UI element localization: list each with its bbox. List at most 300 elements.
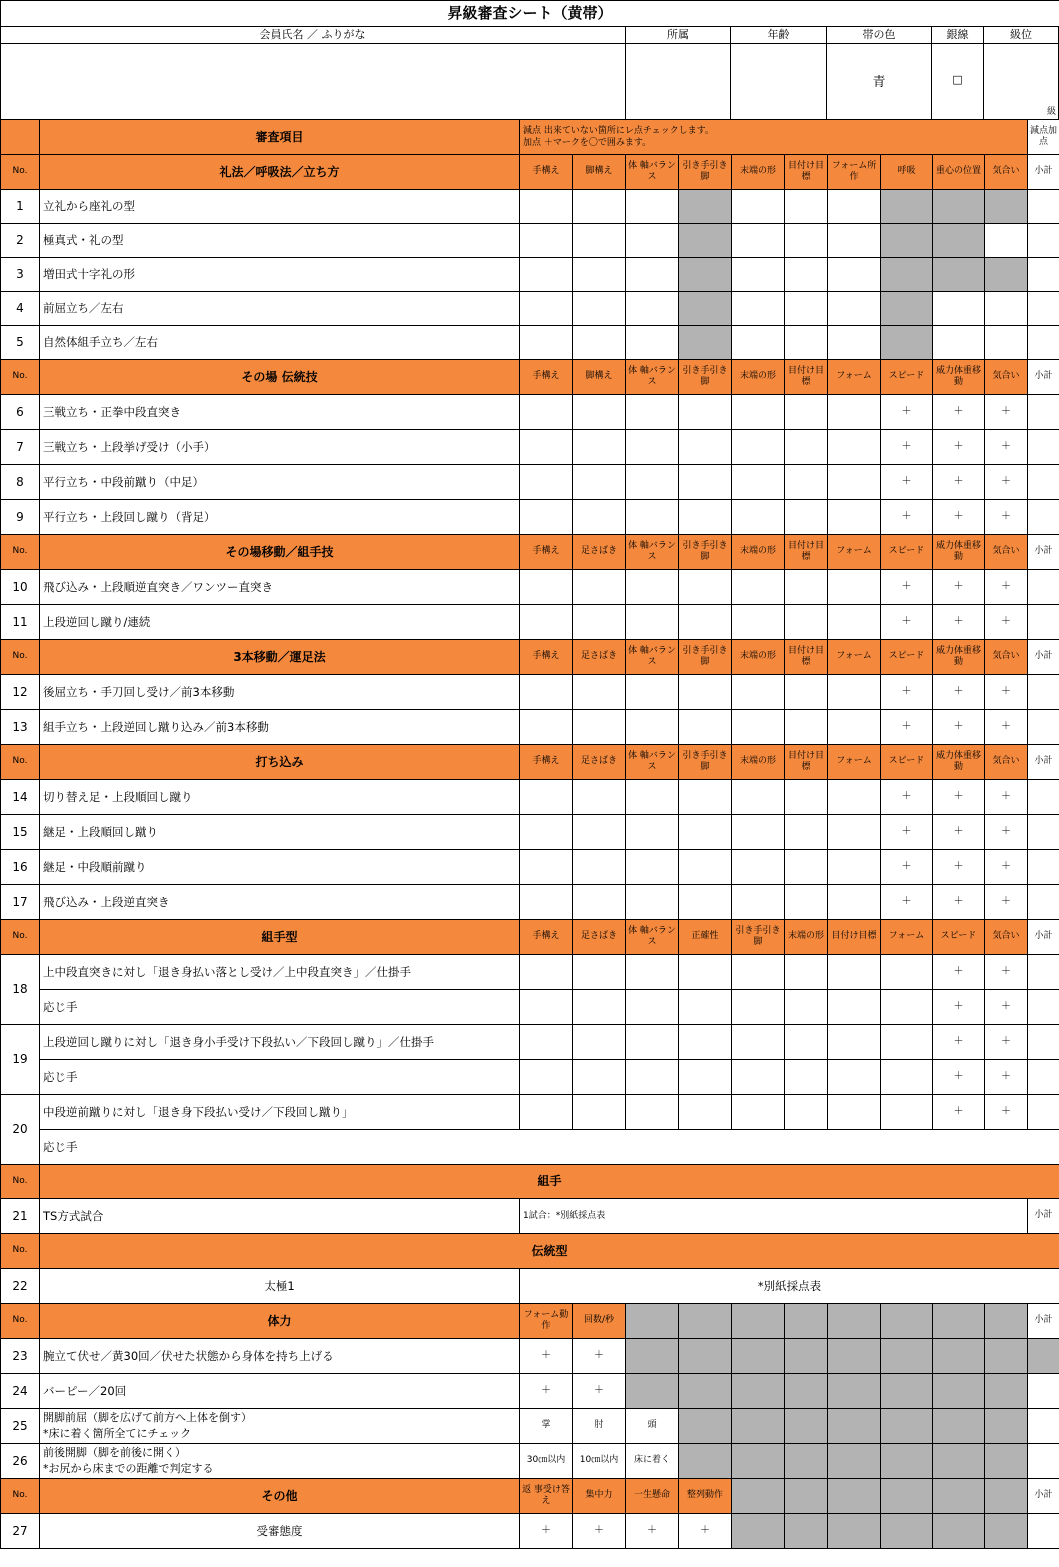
- table-row: [1, 1025, 1059, 1060]
- check-cell[interactable]: [573, 430, 626, 465]
- col-header: 目付け目標: [828, 920, 881, 955]
- check-cell[interactable]: [785, 605, 828, 640]
- subtotal-cell[interactable]: [1028, 1060, 1059, 1095]
- section-header: [1, 1479, 1059, 1514]
- check-option[interactable]: 10㎝以内: [573, 1444, 626, 1479]
- check-cell[interactable]: [828, 990, 881, 1025]
- table-row: [1, 1514, 1059, 1549]
- check-cell[interactable]: [626, 224, 679, 258]
- check-cell[interactable]: [881, 1025, 933, 1060]
- check-option[interactable]: 30㎝以内: [520, 1444, 573, 1479]
- check-cell[interactable]: [785, 395, 828, 430]
- plus-mark[interactable]: ＋: [985, 1025, 1028, 1060]
- check-cell[interactable]: [785, 990, 828, 1025]
- check-cell[interactable]: [732, 1095, 785, 1130]
- table-row: [1, 990, 1059, 1025]
- check-cell[interactable]: [785, 430, 828, 465]
- plus-mark[interactable]: ＋: [933, 465, 985, 500]
- check-cell[interactable]: [626, 675, 679, 710]
- check-cell[interactable]: [626, 326, 679, 360]
- check-cell[interactable]: [520, 675, 573, 710]
- check-cell[interactable]: [828, 675, 881, 710]
- row-label: TS方式試合: [40, 1199, 520, 1234]
- check-cell[interactable]: [520, 850, 573, 885]
- row-label: 増田式十字礼の形: [40, 258, 520, 292]
- col-header: 返 事受け答え: [520, 1479, 573, 1514]
- plus-mark[interactable]: ＋: [933, 710, 985, 745]
- plus-mark[interactable]: ＋: [933, 605, 985, 640]
- col-header: 威力体重移動: [933, 745, 985, 780]
- plus-mark[interactable]: ＋: [881, 395, 933, 430]
- table-row: [1, 1409, 1059, 1444]
- check-cell[interactable]: [828, 465, 881, 500]
- check-cell[interactable]: [626, 465, 679, 500]
- check-cell[interactable]: [732, 1060, 785, 1095]
- check-cell[interactable]: [573, 1095, 626, 1130]
- check-cell[interactable]: [573, 780, 626, 815]
- check-cell[interactable]: [785, 258, 828, 292]
- plus-mark[interactable]: ＋: [933, 1060, 985, 1095]
- table-row: [1, 885, 1059, 920]
- check-cell[interactable]: [828, 850, 881, 885]
- subtotal-cell[interactable]: [1028, 1374, 1059, 1409]
- check-cell[interactable]: [520, 292, 573, 326]
- check-cell[interactable]: [626, 710, 679, 745]
- plus-mark[interactable]: ＋: [881, 815, 933, 850]
- col-header: 気合い: [985, 535, 1028, 570]
- check-cell[interactable]: [520, 885, 573, 920]
- check-cell[interactable]: [881, 955, 933, 990]
- plus-mark[interactable]: ＋: [985, 675, 1028, 710]
- check-cell[interactable]: [520, 1025, 573, 1060]
- plus-mark[interactable]: ＋: [881, 780, 933, 815]
- check-cell[interactable]: [520, 990, 573, 1025]
- plus-mark[interactable]: ＋: [985, 500, 1028, 535]
- disabled-cell: [881, 1479, 933, 1514]
- check-cell[interactable]: [573, 500, 626, 535]
- disabled-cell: [933, 1479, 985, 1514]
- plus-mark[interactable]: ＋: [985, 780, 1028, 815]
- check-cell[interactable]: [626, 850, 679, 885]
- plus-mark[interactable]: ＋: [573, 1374, 626, 1409]
- subtotal-cell[interactable]: [1028, 850, 1059, 885]
- check-cell[interactable]: [732, 780, 785, 815]
- check-cell[interactable]: [828, 1060, 881, 1095]
- grade-label: 級位: [1010, 28, 1032, 41]
- affiliation-field[interactable]: [626, 44, 730, 119]
- check-cell[interactable]: [828, 326, 881, 360]
- col-header: 体 軸バランス: [626, 535, 679, 570]
- check-cell[interactable]: [828, 815, 881, 850]
- check-cell[interactable]: [679, 1060, 732, 1095]
- check-cell[interactable]: [732, 710, 785, 745]
- check-cell[interactable]: [785, 675, 828, 710]
- subtotal-cell[interactable]: [1028, 1444, 1059, 1479]
- check-cell[interactable]: [626, 990, 679, 1025]
- plus-mark[interactable]: ＋: [985, 815, 1028, 850]
- check-cell[interactable]: [785, 224, 828, 258]
- check-cell[interactable]: [828, 258, 881, 292]
- check-cell[interactable]: [679, 710, 732, 745]
- check-cell[interactable]: [520, 465, 573, 500]
- plus-mark[interactable]: ＋: [933, 815, 985, 850]
- row-no: 15: [1, 815, 40, 850]
- plus-mark[interactable]: ＋: [573, 1514, 626, 1549]
- check-cell[interactable]: [985, 326, 1028, 360]
- check-cell[interactable]: [573, 955, 626, 990]
- check-cell[interactable]: [679, 1095, 732, 1130]
- check-cell[interactable]: [679, 990, 732, 1025]
- check-cell[interactable]: [732, 258, 785, 292]
- check-cell[interactable]: [573, 710, 626, 745]
- check-cell[interactable]: [785, 1095, 828, 1130]
- check-cell[interactable]: [626, 292, 679, 326]
- check-cell[interactable]: [732, 224, 785, 258]
- col-header: 威力体重移動: [933, 535, 985, 570]
- check-cell[interactable]: [828, 190, 881, 224]
- check-cell[interactable]: [520, 224, 573, 258]
- disabled-cell: [985, 1409, 1028, 1444]
- check-cell[interactable]: [732, 292, 785, 326]
- plus-mark[interactable]: ＋: [933, 675, 985, 710]
- plus-mark[interactable]: ＋: [985, 1095, 1028, 1130]
- plus-mark[interactable]: ＋: [985, 1060, 1028, 1095]
- check-cell[interactable]: [573, 990, 626, 1025]
- check-cell[interactable]: [679, 815, 732, 850]
- check-cell[interactable]: [626, 395, 679, 430]
- table-row: [1, 1269, 1059, 1304]
- check-cell[interactable]: [828, 430, 881, 465]
- check-cell[interactable]: [520, 780, 573, 815]
- plus-mark[interactable]: ＋: [933, 885, 985, 920]
- subtotal-cell[interactable]: [1028, 1514, 1059, 1549]
- check-cell[interactable]: [732, 990, 785, 1025]
- check-cell[interactable]: [732, 430, 785, 465]
- check-cell[interactable]: [626, 500, 679, 535]
- plus-mark[interactable]: ＋: [933, 850, 985, 885]
- plus-mark[interactable]: ＋: [626, 1514, 679, 1549]
- check-cell[interactable]: [785, 815, 828, 850]
- check-cell[interactable]: [732, 395, 785, 430]
- check-cell[interactable]: [626, 605, 679, 640]
- check-cell[interactable]: [520, 815, 573, 850]
- check-cell[interactable]: [573, 605, 626, 640]
- check-cell[interactable]: [520, 326, 573, 360]
- check-cell[interactable]: [626, 885, 679, 920]
- subtotal-cell[interactable]: [1028, 1409, 1059, 1444]
- check-cell[interactable]: [573, 885, 626, 920]
- check-cell[interactable]: [679, 885, 732, 920]
- age-field[interactable]: [731, 44, 826, 119]
- check-cell[interactable]: [520, 570, 573, 605]
- check-cell[interactable]: [785, 570, 828, 605]
- plus-mark[interactable]: ＋: [985, 850, 1028, 885]
- check-cell[interactable]: [679, 500, 732, 535]
- plus-mark[interactable]: ＋: [933, 430, 985, 465]
- check-cell[interactable]: [626, 430, 679, 465]
- check-cell[interactable]: [573, 224, 626, 258]
- check-cell[interactable]: [573, 292, 626, 326]
- row-label-line1: 前後開脚（脚を前後に開く）: [43, 1446, 186, 1460]
- check-cell[interactable]: [881, 990, 933, 1025]
- table-row: [1, 1339, 1059, 1374]
- plus-mark[interactable]: ＋: [985, 570, 1028, 605]
- check-cell[interactable]: [626, 955, 679, 990]
- check-cell[interactable]: [785, 326, 828, 360]
- check-cell[interactable]: [785, 885, 828, 920]
- table-row: [1, 850, 1059, 885]
- check-cell[interactable]: [828, 500, 881, 535]
- subtotal-cell[interactable]: [1028, 710, 1059, 745]
- check-cell[interactable]: [785, 955, 828, 990]
- plus-mark[interactable]: ＋: [881, 465, 933, 500]
- plus-mark[interactable]: ＋: [933, 500, 985, 535]
- check-cell[interactable]: [520, 190, 573, 224]
- check-cell[interactable]: [679, 395, 732, 430]
- check-cell[interactable]: [985, 224, 1028, 258]
- row-no: 22: [1, 1269, 40, 1304]
- check-cell[interactable]: [732, 500, 785, 535]
- check-cell[interactable]: [573, 815, 626, 850]
- check-cell[interactable]: [679, 780, 732, 815]
- disabled-cell: [828, 1339, 881, 1374]
- check-cell[interactable]: [520, 430, 573, 465]
- check-cell[interactable]: [679, 1025, 732, 1060]
- check-cell[interactable]: [785, 850, 828, 885]
- check-cell[interactable]: [785, 292, 828, 326]
- plus-mark[interactable]: ＋: [985, 955, 1028, 990]
- check-cell[interactable]: [985, 292, 1028, 326]
- check-cell[interactable]: [573, 1060, 626, 1095]
- check-cell[interactable]: [573, 570, 626, 605]
- row-no: 17: [1, 885, 40, 920]
- section-title: 打ち込み: [40, 745, 520, 780]
- plus-mark[interactable]: ＋: [933, 1025, 985, 1060]
- plus-mark[interactable]: ＋: [933, 570, 985, 605]
- check-cell[interactable]: [626, 570, 679, 605]
- check-cell[interactable]: [679, 675, 732, 710]
- subtotal-cell[interactable]: [1028, 780, 1059, 815]
- row-sublabel: 応じ手: [40, 1060, 520, 1095]
- check-cell[interactable]: [785, 780, 828, 815]
- check-cell[interactable]: [520, 955, 573, 990]
- check-cell[interactable]: [828, 395, 881, 430]
- col-header: 引き手引き脚: [679, 745, 732, 780]
- check-cell[interactable]: [573, 850, 626, 885]
- subtotal-cell[interactable]: [1028, 190, 1059, 224]
- check-cell[interactable]: [785, 190, 828, 224]
- subtotal-cell[interactable]: [1028, 395, 1059, 430]
- check-cell[interactable]: [626, 1095, 679, 1130]
- check-cell[interactable]: [933, 326, 985, 360]
- check-cell[interactable]: [785, 500, 828, 535]
- subtotal-cell[interactable]: [1028, 815, 1059, 850]
- col-header: 手構え: [520, 535, 573, 570]
- check-cell[interactable]: [785, 1025, 828, 1060]
- plus-mark[interactable]: ＋: [881, 430, 933, 465]
- subtotal-cell[interactable]: [1028, 465, 1059, 500]
- check-option[interactable]: 床に着く: [626, 1444, 679, 1479]
- check-cell[interactable]: [520, 500, 573, 535]
- check-cell[interactable]: [785, 1060, 828, 1095]
- plus-mark[interactable]: ＋: [985, 710, 1028, 745]
- plus-mark[interactable]: ＋: [573, 1339, 626, 1374]
- check-cell[interactable]: [626, 815, 679, 850]
- col-header: 気合い: [985, 745, 1028, 780]
- check-cell[interactable]: [732, 815, 785, 850]
- check-cell[interactable]: [828, 780, 881, 815]
- check-cell[interactable]: [732, 190, 785, 224]
- check-cell[interactable]: [520, 605, 573, 640]
- subtotal-cell[interactable]: [1028, 326, 1059, 360]
- no-header: No.: [1, 640, 40, 675]
- plus-mark[interactable]: ＋: [881, 850, 933, 885]
- plus-mark[interactable]: ＋: [520, 1374, 573, 1409]
- check-cell[interactable]: [520, 395, 573, 430]
- check-cell[interactable]: [520, 710, 573, 745]
- subtotal-cell[interactable]: [1028, 955, 1059, 990]
- check-cell[interactable]: [828, 710, 881, 745]
- check-cell[interactable]: [828, 570, 881, 605]
- check-cell[interactable]: [828, 1025, 881, 1060]
- section-header: [1, 640, 1059, 675]
- check-cell[interactable]: [626, 190, 679, 224]
- check-cell[interactable]: [732, 885, 785, 920]
- check-cell[interactable]: [828, 605, 881, 640]
- check-cell[interactable]: [732, 1025, 785, 1060]
- subtotal-cell[interactable]: [1028, 885, 1059, 920]
- check-cell[interactable]: [828, 224, 881, 258]
- section-header: [1, 920, 1059, 955]
- plus-mark[interactable]: ＋: [933, 780, 985, 815]
- check-cell[interactable]: [785, 710, 828, 745]
- row-no: 7: [1, 430, 40, 465]
- col-header: 体 軸バランス: [626, 640, 679, 675]
- member-name-field[interactable]: [0, 44, 625, 119]
- legend-note: [520, 120, 1028, 155]
- check-cell[interactable]: [785, 465, 828, 500]
- plus-mark[interactable]: ＋: [881, 500, 933, 535]
- plus-mark[interactable]: ＋: [881, 605, 933, 640]
- subtotal-cell[interactable]: [1028, 605, 1059, 640]
- disabled-cell: [732, 1514, 785, 1549]
- plus-mark[interactable]: ＋: [985, 605, 1028, 640]
- table-row: [1, 815, 1059, 850]
- col-header: 引き手引き脚: [679, 535, 732, 570]
- check-cell[interactable]: [679, 850, 732, 885]
- plus-mark[interactable]: ＋: [985, 465, 1028, 500]
- subtotal-cell[interactable]: [1028, 570, 1059, 605]
- check-option[interactable]: 掌: [520, 1409, 573, 1444]
- check-cell[interactable]: [828, 1095, 881, 1130]
- plus-mark[interactable]: ＋: [985, 395, 1028, 430]
- check-cell[interactable]: [573, 190, 626, 224]
- check-cell[interactable]: [679, 605, 732, 640]
- check-cell[interactable]: [573, 326, 626, 360]
- check-cell[interactable]: [573, 1025, 626, 1060]
- col-header: 手構え: [520, 640, 573, 675]
- check-cell[interactable]: [732, 955, 785, 990]
- plus-mark[interactable]: ＋: [679, 1514, 732, 1549]
- check-cell[interactable]: [520, 1060, 573, 1095]
- plus-mark[interactable]: ＋: [933, 1095, 985, 1130]
- check-cell[interactable]: [679, 465, 732, 500]
- plus-mark[interactable]: ＋: [985, 430, 1028, 465]
- check-cell[interactable]: [626, 1060, 679, 1095]
- check-cell[interactable]: [881, 1060, 933, 1095]
- check-cell[interactable]: [573, 258, 626, 292]
- check-option[interactable]: 肘: [573, 1409, 626, 1444]
- subtotal-cell[interactable]: [1028, 430, 1059, 465]
- check-cell[interactable]: [732, 465, 785, 500]
- plus-mark[interactable]: ＋: [933, 990, 985, 1025]
- disabled-cell: [933, 1339, 985, 1374]
- plus-mark[interactable]: ＋: [881, 675, 933, 710]
- plus-mark[interactable]: ＋: [881, 710, 933, 745]
- plus-mark[interactable]: ＋: [985, 885, 1028, 920]
- plus-mark[interactable]: ＋: [881, 570, 933, 605]
- check-cell[interactable]: [732, 326, 785, 360]
- check-cell[interactable]: [881, 1095, 933, 1130]
- subtotal-header: 小計: [1028, 1479, 1059, 1514]
- check-cell[interactable]: [732, 605, 785, 640]
- check-cell[interactable]: [828, 955, 881, 990]
- check-cell[interactable]: [573, 675, 626, 710]
- plus-mark[interactable]: ＋: [881, 885, 933, 920]
- check-cell[interactable]: [520, 258, 573, 292]
- row-note: *別紙採点表: [520, 1269, 1059, 1304]
- subtotal-cell[interactable]: [1028, 990, 1059, 1025]
- disabled-cell: [828, 1444, 881, 1479]
- subtotal-cell[interactable]: [1028, 292, 1059, 326]
- subtotal-cell[interactable]: [1028, 258, 1059, 292]
- subtotal-cell[interactable]: [1028, 1095, 1059, 1130]
- plus-mark[interactable]: ＋: [933, 955, 985, 990]
- section-title: その場移動／組手技: [40, 535, 520, 570]
- check-cell[interactable]: [679, 955, 732, 990]
- check-cell[interactable]: [679, 430, 732, 465]
- check-cell[interactable]: [828, 292, 881, 326]
- check-cell[interactable]: [626, 258, 679, 292]
- check-cell[interactable]: [679, 570, 732, 605]
- plus-mark[interactable]: ＋: [520, 1514, 573, 1549]
- check-cell[interactable]: [573, 465, 626, 500]
- subtotal-cell[interactable]: [1028, 1025, 1059, 1060]
- check-cell[interactable]: [828, 885, 881, 920]
- check-cell[interactable]: [626, 1025, 679, 1060]
- plus-mark[interactable]: ＋: [520, 1339, 573, 1374]
- subtotal-cell[interactable]: [1028, 224, 1059, 258]
- check-cell[interactable]: [732, 850, 785, 885]
- check-cell[interactable]: [732, 675, 785, 710]
- col-header: 足さばき: [573, 640, 626, 675]
- check-cell[interactable]: [732, 570, 785, 605]
- subtotal-cell[interactable]: [1028, 500, 1059, 535]
- plus-mark[interactable]: ＋: [933, 395, 985, 430]
- subtotal-header: 小計: [1028, 640, 1059, 675]
- col-header: 威力体重移動: [933, 640, 985, 675]
- check-cell[interactable]: [520, 1095, 573, 1130]
- subtotal-cell[interactable]: [1028, 675, 1059, 710]
- disabled-cell: [626, 1304, 679, 1339]
- check-option[interactable]: 頭: [626, 1409, 679, 1444]
- plus-mark[interactable]: ＋: [985, 990, 1028, 1025]
- check-cell[interactable]: [626, 780, 679, 815]
- row-label: 中段逆前蹴りに対し「退き身下段払い受け／下段回し蹴り」: [40, 1095, 520, 1130]
- check-cell[interactable]: [933, 292, 985, 326]
- check-cell[interactable]: [573, 395, 626, 430]
- silver-line-checkbox[interactable]: □: [952, 73, 963, 86]
